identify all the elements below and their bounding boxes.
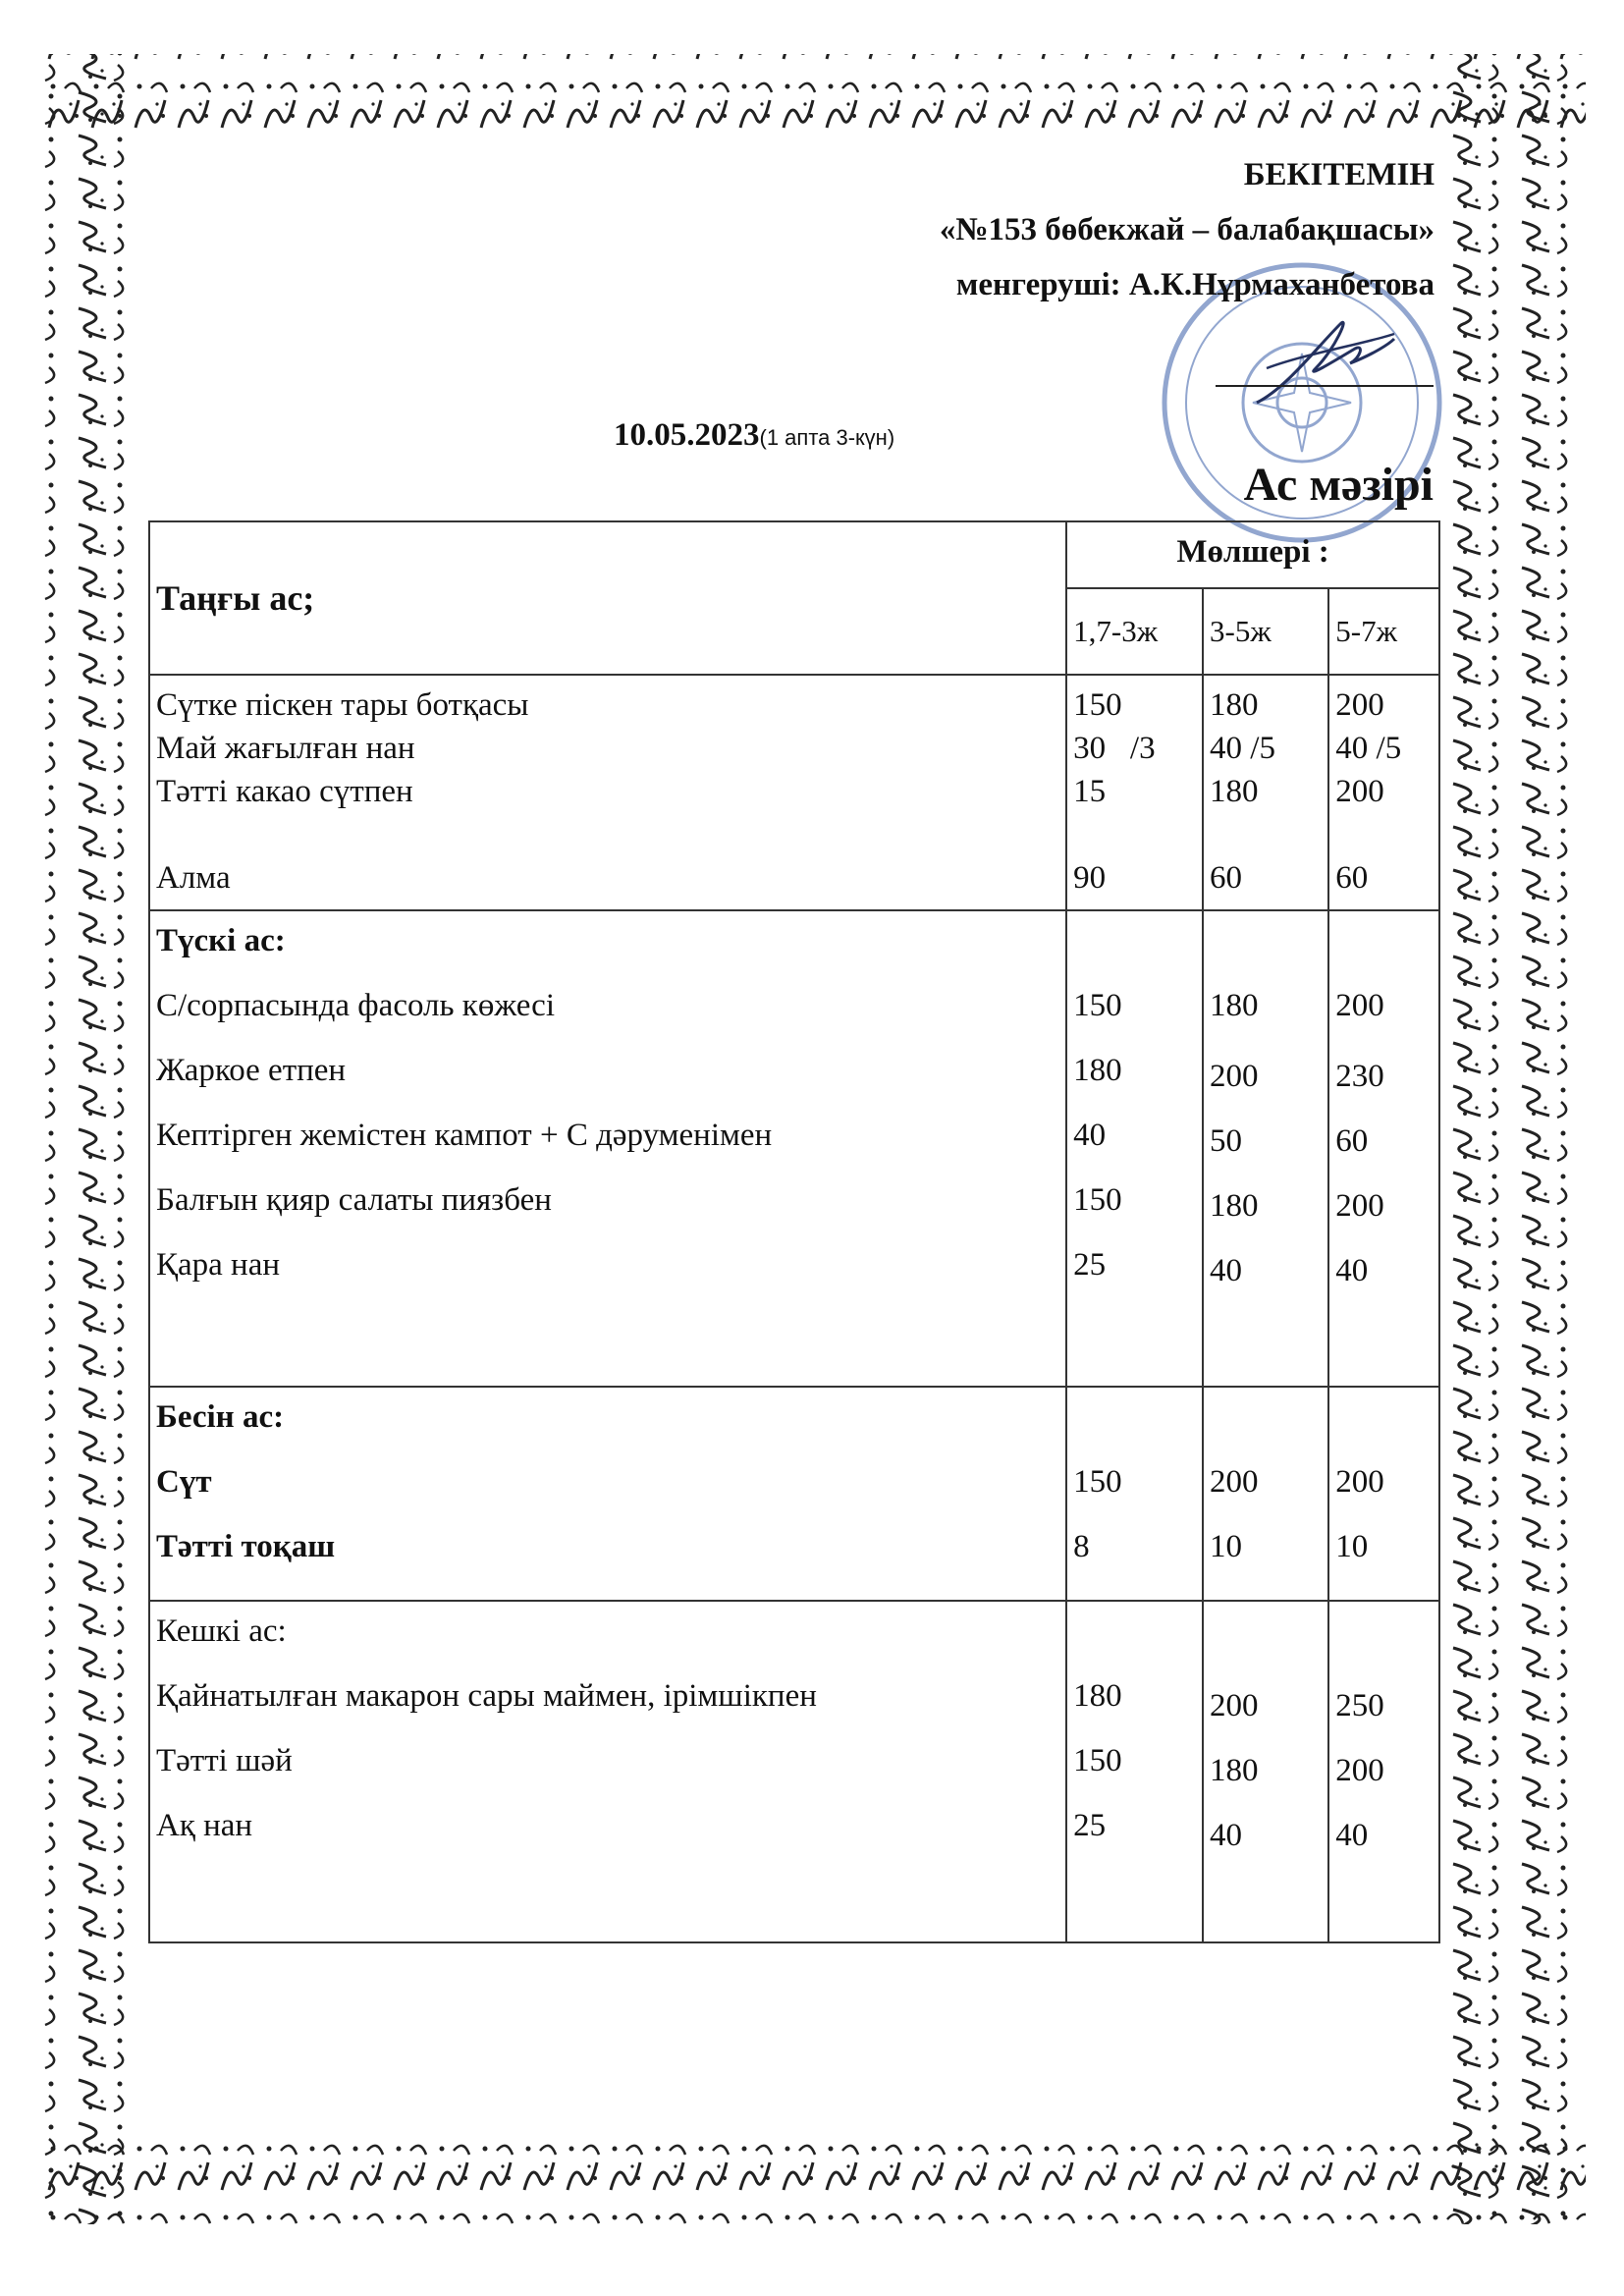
qty: 40: [1073, 1118, 1107, 1153]
qty: 200: [1210, 1464, 1259, 1500]
qty: 180: [1210, 1753, 1259, 1788]
qty: 90: [1073, 860, 1107, 896]
dinner-qty-2: [1203, 1601, 1328, 1942]
qty: 10: [1210, 1529, 1243, 1564]
qty: 150: [1073, 1182, 1122, 1218]
date-value: 10.05.2023: [614, 417, 760, 453]
qty: 40: [1335, 1818, 1369, 1853]
breakfast-qty-2: [1203, 675, 1328, 910]
age-group-3: 5-7ж: [1328, 588, 1439, 675]
dinner-section: [149, 1601, 1439, 1942]
qty: 30 /3: [1073, 731, 1156, 766]
lunch-item: Жаркое етпен: [156, 1053, 347, 1088]
signature: [1247, 309, 1404, 417]
breakfast-item: Май жағылған нан: [156, 731, 415, 766]
breakfast-qty-1: [1066, 675, 1203, 910]
snack-qty-1: [1066, 1387, 1203, 1601]
qty: 230: [1335, 1059, 1384, 1094]
snack-section: [149, 1387, 1439, 1601]
qty: 200: [1335, 774, 1384, 809]
qty: 40: [1210, 1253, 1243, 1288]
header-row: [149, 521, 1439, 588]
approval-block: [940, 147, 1435, 312]
week-day: (1 апта 3-күн): [759, 425, 895, 450]
breakfast-qty-3: [1328, 675, 1439, 910]
qty: 40: [1210, 1818, 1243, 1853]
lunch-items: [149, 910, 1066, 1387]
menu-table: [148, 520, 1440, 1943]
qty: 25: [1073, 1247, 1107, 1283]
lunch-item: Қара нан: [156, 1247, 281, 1283]
qty: 150: [1073, 988, 1122, 1023]
dinner-item: Тәтті шәй: [156, 1743, 293, 1778]
institution-name: «№153 бөбекжай – балабақшасы»: [939, 212, 1435, 247]
breakfast-item: Алма: [156, 860, 231, 896]
lunch-section: [149, 910, 1439, 1387]
breakfast-items: [149, 675, 1066, 910]
snack-item: Тәтті тоқаш: [156, 1529, 336, 1564]
qty: 60: [1210, 860, 1243, 896]
lunch-item: Балғын қияр салаты пиязбен: [156, 1182, 552, 1218]
dinner-qty-3: [1328, 1601, 1439, 1942]
qty: 180: [1073, 1678, 1122, 1714]
qty: 10: [1335, 1529, 1369, 1564]
lunch-label: Түскі ас:: [156, 923, 286, 958]
page-title: Ас мәзірі: [1243, 459, 1434, 511]
age-group-2: 3-5ж: [1203, 588, 1328, 675]
qty: 200: [1210, 1059, 1259, 1094]
lunch-item: Кептірген жемістен кампот + С дәруменімен: [156, 1118, 773, 1153]
head-name: менгеруші: А.К.Нұрмаханбетова: [955, 267, 1435, 302]
qty: 50: [1210, 1123, 1243, 1159]
breakfast-section: [149, 675, 1439, 910]
approval-heading: БЕКІТЕМІН: [1243, 157, 1435, 192]
qty: 40 /5: [1210, 731, 1275, 766]
qty: 200: [1335, 1188, 1384, 1224]
dinner-qty-1: [1066, 1601, 1203, 1942]
qty: 200: [1335, 988, 1384, 1023]
breakfast-header: Таңғы ас;: [149, 521, 1066, 675]
qty: 250: [1335, 1688, 1384, 1723]
qty: 60: [1335, 860, 1369, 896]
lunch-qty-3: [1328, 910, 1439, 1387]
snack-items: [149, 1387, 1066, 1601]
qty: 200: [1335, 1464, 1384, 1500]
breakfast-item: Тәтті какао сүтпен: [156, 774, 413, 809]
menu-date: [614, 417, 894, 454]
snack-qty-3: [1328, 1387, 1439, 1601]
age-group-1: 1,7-3ж: [1066, 588, 1203, 675]
qty: 150: [1073, 1464, 1122, 1500]
qty: 40 /5: [1335, 731, 1402, 766]
qty: 180: [1210, 687, 1259, 723]
qty: 8: [1073, 1529, 1090, 1564]
signature-line: [1216, 385, 1434, 387]
dinner-item: Ақ нан: [156, 1808, 253, 1843]
lunch-item: С/сорпасында фасоль көжесі: [156, 988, 555, 1023]
qty: 180: [1210, 1188, 1259, 1224]
breakfast-item: Сүтке піскен тары ботқасы: [156, 687, 529, 723]
qty: 25: [1073, 1808, 1107, 1843]
qty: 150: [1073, 687, 1122, 723]
snack-item: Сүт: [156, 1464, 212, 1500]
qty: 180: [1073, 1053, 1122, 1088]
snack-qty-2: [1203, 1387, 1328, 1601]
snack-label: Бесін ас:: [156, 1399, 285, 1435]
dinner-item: Қайнатылған макарон сары маймен, ірімшікпен: [156, 1678, 817, 1714]
dinner-items: [149, 1601, 1066, 1942]
qty: 40: [1335, 1253, 1369, 1288]
qty: 60: [1335, 1123, 1369, 1159]
dinner-label: Кешкі ас:: [156, 1613, 287, 1649]
qty: 200: [1335, 1753, 1384, 1788]
qty: 180: [1210, 774, 1259, 809]
qty: 200: [1335, 687, 1384, 723]
qty: 15: [1073, 774, 1107, 809]
qty: 200: [1210, 1688, 1259, 1723]
lunch-qty-1: [1066, 910, 1203, 1387]
lunch-qty-2: [1203, 910, 1328, 1387]
qty: 180: [1210, 988, 1259, 1023]
qty: 150: [1073, 1743, 1122, 1778]
quantity-header: Мөлшері :: [1066, 521, 1439, 588]
